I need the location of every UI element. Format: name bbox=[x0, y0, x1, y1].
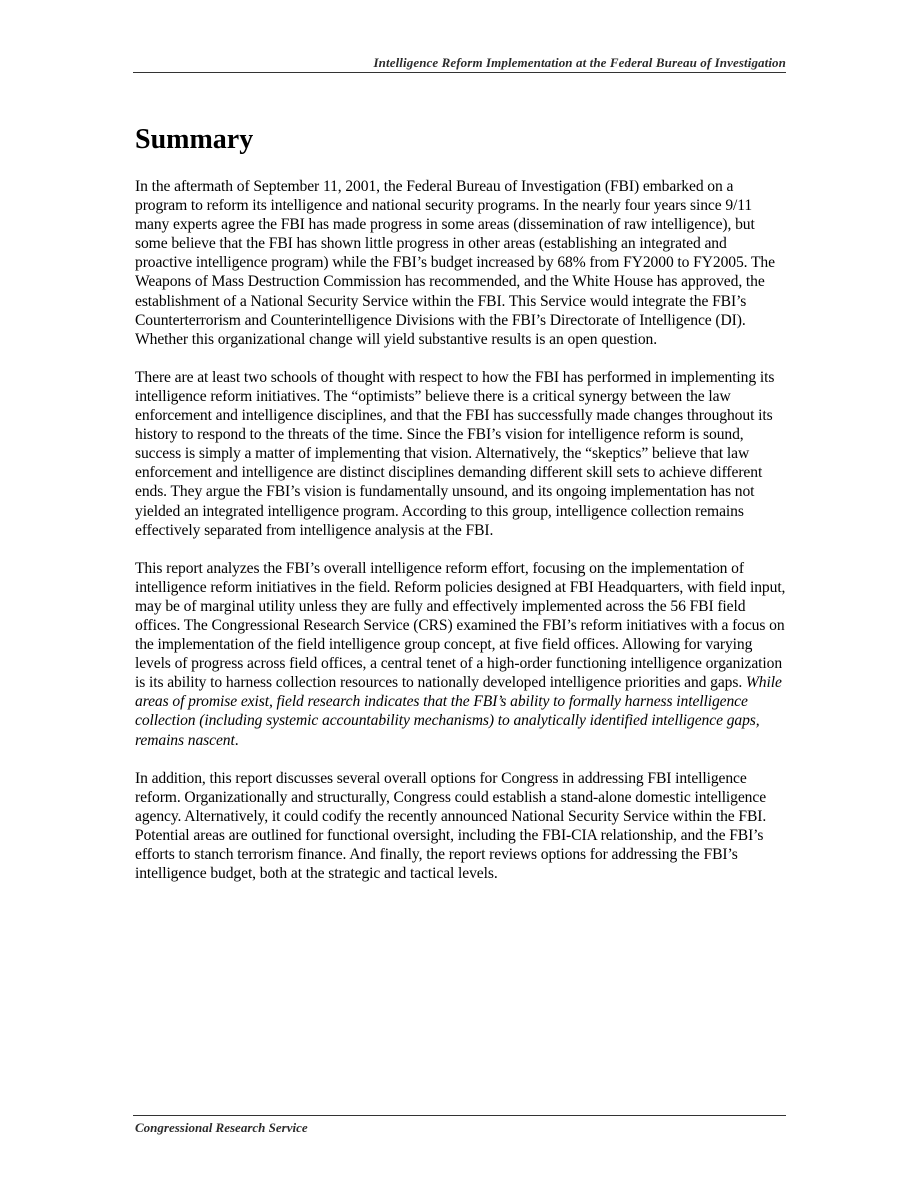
footer-rule bbox=[133, 1115, 786, 1116]
paragraph-1: In the aftermath of September 11, 2001, the Federal Bureau of Investigation (FBI) embarked on a program to reform its intelligence and national security programs. In the nearly four years since 9/11 many experts agree the FBI has made progress in some areas (dissemination of raw intelligence), but some believe that the FBI has shown little progress in other areas (establishing an integrated and proactive intelligence program) while the FBI’s budget increased by 68% from FY2000 to FY2005. The Weapons of Mass Destruction Commission has recommended, and the White House has approved, the establishment of a National Security Service within the FBI. This Service would integrate the FBI’s Counterterrorism and Counterintelligence Divisions with the FBI’s Directorate of Intelligence (DI). Whether this organizational change will yield substantive results is an open question. bbox=[135, 178, 775, 348]
paragraph-2: There are at least two schools of thought with respect to how the FBI has performed in implementing its intelligence reform initiatives. The “optimists” believe there is a critical synergy between the law enforcement and intelligence disciplines, and that the FBI has successfully made changes throughout its history to respond to the threats of the time. Since the FBI’s vision for intelligence reform is sound, success is simply a matter of implementing that vision. Alternatively, the “skeptics” believe that law enforcement and intelligence are distinct disciplines demanding different skill sets to achieve different ends. They argue the FBI’s vision is fundamentally unsound, and its ongoing implementation has not yielded an integrated intelligence program. According to this group, intelligence collection remains effectively separated from intelligence analysis at the FBI. bbox=[135, 368, 775, 539]
paragraph-3-italic-finding: While areas of promise exist, field research indicates that the FBI’s ability to formally harness intelligence collection (including systemic accountability mechanisms) to analytically identified intelligence gaps, remains nascent bbox=[135, 674, 782, 749]
paragraph-3-period: . bbox=[234, 731, 239, 749]
running-header: Intelligence Reform Implementation at the Federal Bureau of Investigation bbox=[373, 55, 786, 70]
summary-body bbox=[135, 177, 787, 902]
paragraph-3 bbox=[135, 559, 787, 750]
paragraph-3-text: This report analyzes the FBI’s overall intelligence reform effort, focusing on the implementation of intelligence reform initiatives in the field. Reform policies designed at FBI Headquarters, with field input, may be of marginal utility unless they are fully and effectively implemented across the 56 FBI field offices. The Congressional Research Service (CRS) examined the FBI’s reform initiatives with a focus on the implementation of the field intelligence group concept, at five field offices. Allowing for varying levels of progress across field offices, a central tenet of a high-order functioning intelligence organization is its ability to harness collection resources to nationally developed intelligence priorities and gaps. bbox=[135, 559, 786, 692]
paragraph-4: In addition, this report discusses several overall options for Congress in addressing FBI intelligence reform. Organizationally and structurally, Congress could establish a stand-alone domestic intelligence agency. Alternatively, it could codify the recently announced National Security Service within the FBI. Potential areas are outlined for functional oversight, including the FBI-CIA relationship, and the FBI’s efforts to stanch terrorism finance. And finally, the report reviews options for addressing the FBI’s intelligence budget, both at the strategic and tactical levels. bbox=[135, 769, 767, 883]
header-rule bbox=[133, 72, 786, 73]
page-title: Summary bbox=[135, 124, 254, 155]
footer-organization: Congressional Research Service bbox=[135, 1120, 308, 1135]
